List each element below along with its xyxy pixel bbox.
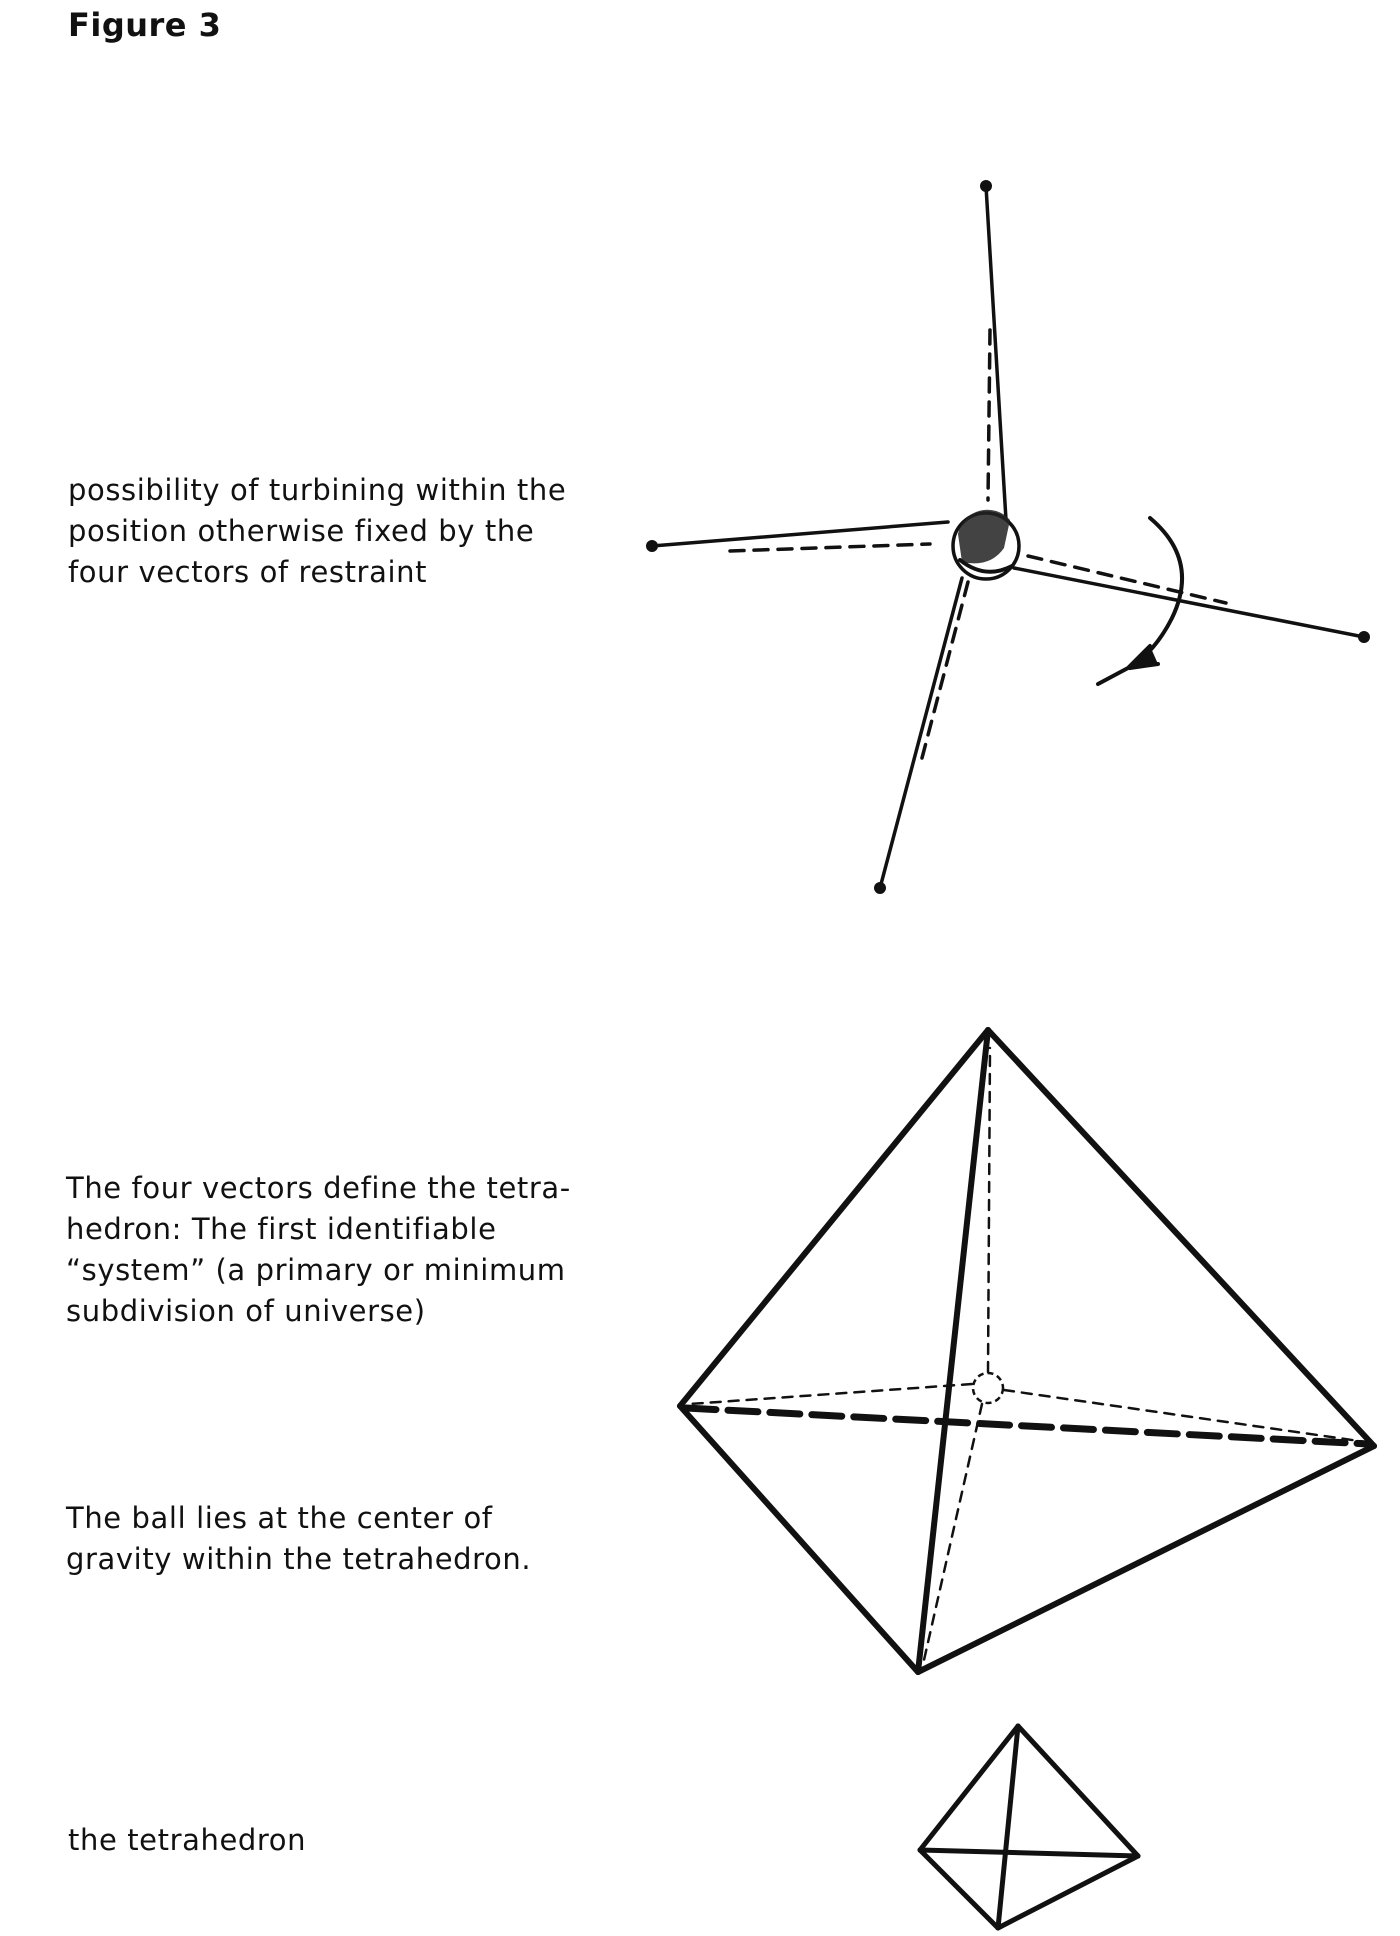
edge-apex-bottom xyxy=(918,1030,988,1672)
vector-end-dot xyxy=(646,540,658,552)
caption-line: subdivision of universe) xyxy=(66,1294,426,1328)
caption-line: position otherwise fixed by the xyxy=(68,514,535,548)
caption-line: hedron: The first identifiable xyxy=(66,1212,497,1246)
dashed-shadow-left xyxy=(730,544,930,551)
vector-ball-drawing xyxy=(646,180,1370,894)
small-edge xyxy=(920,1726,1018,1850)
edge-back-hidden xyxy=(686,1408,1368,1444)
edge-left-bottom xyxy=(680,1406,918,1672)
vector-end-dot xyxy=(1358,631,1370,643)
tetrahedron-edges xyxy=(680,1030,1374,1672)
caption-line: four vectors of restraint xyxy=(68,555,428,589)
turbining-arrow-icon xyxy=(1098,518,1182,684)
small-edge xyxy=(920,1850,998,1928)
dashed-shadow-down xyxy=(922,582,968,758)
caption-line: gravity within the tetrahedron. xyxy=(66,1542,532,1576)
vector-left xyxy=(652,522,948,546)
small-edge xyxy=(1018,1726,1138,1856)
large-tetrahedron-drawing xyxy=(680,1030,1374,1672)
edge-apex-left xyxy=(680,1030,988,1406)
vector-right xyxy=(1014,568,1364,637)
ball-icon xyxy=(953,510,1019,579)
small-edge xyxy=(998,1726,1018,1928)
caption-line: The four vectors define the tetra- xyxy=(66,1171,571,1205)
small-edge xyxy=(920,1850,1138,1856)
small-tetrahedron-edges xyxy=(920,1726,1138,1928)
small-edge xyxy=(998,1856,1138,1928)
caption-line: the tetrahedron xyxy=(68,1823,307,1857)
spoke-to-left xyxy=(690,1384,972,1404)
dashed-shadow-right xyxy=(1028,556,1226,603)
dashed-shadow-up xyxy=(988,330,990,500)
small-tetrahedron-drawing xyxy=(920,1726,1138,1928)
vector-end-dot xyxy=(980,180,992,192)
vector-down xyxy=(880,578,962,888)
edge-apex-right xyxy=(988,1030,1374,1446)
figure-title: Figure 3 xyxy=(68,6,222,44)
center-spokes xyxy=(690,1048,1366,1660)
caption-line: possibility of turbining within the xyxy=(68,473,567,507)
caption-line: The ball lies at the center of xyxy=(66,1501,493,1535)
center-ball-icon xyxy=(973,1373,1003,1403)
edge-right-bottom xyxy=(918,1446,1374,1672)
caption-line: “system” (a primary or minimum xyxy=(66,1253,566,1287)
spoke-to-apex xyxy=(988,1048,990,1372)
spoke-to-right xyxy=(1004,1390,1366,1442)
vector-end-dot xyxy=(874,882,886,894)
